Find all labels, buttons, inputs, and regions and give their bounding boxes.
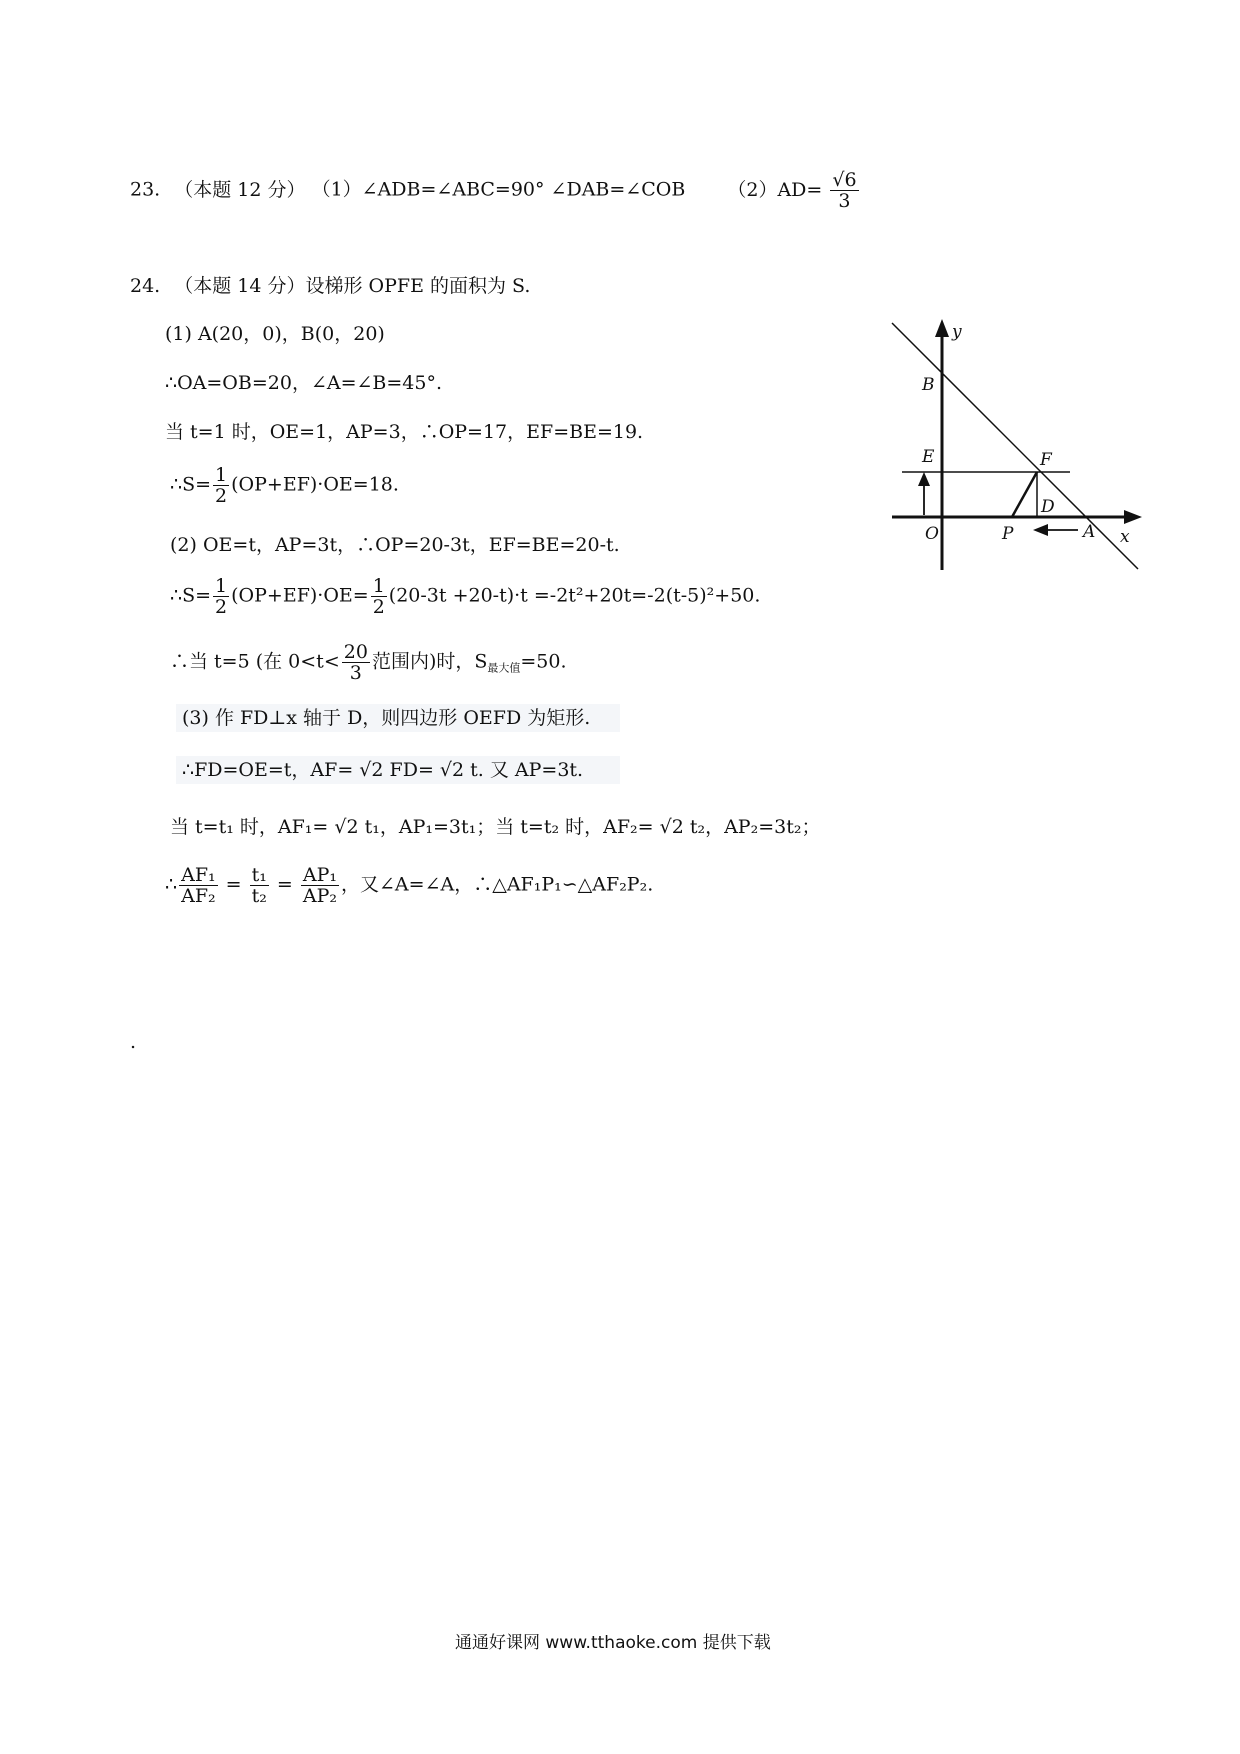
twenty-thirds-fraction <box>342 642 370 683</box>
q23-number: 23. <box>130 178 161 201</box>
q23-ad-numerator: √6 <box>832 169 857 191</box>
trapezoid-figure <box>880 315 1150 575</box>
q24-line-5: (2) OE=t，AP=3t，∴OP=20-3t，EF=BE=20-t. <box>170 534 620 556</box>
q23-score: （本题 12 分） <box>174 178 306 201</box>
af-ratio-fraction <box>179 865 218 906</box>
q24-line-11: ∴ $\frac{\text{AF₁}}{\text{AF₂}}$ = $\frac{\text{t₁}}{\text{t₂}}$ = $\frac{\text{AP₁}}{\text{AP₂}}$ ，又∠A=∠A，∴△AF₁P₁∽△AF₂P₂. <box>165 864 654 907</box>
ap-ratio-numerator: AP₁ <box>302 864 338 886</box>
twenty-thirds-denominator: 3 <box>349 662 362 684</box>
q24-line-3: 当 t=1 时，OE=1，AP=3，∴OP=17，EF=BE=19. <box>165 421 644 443</box>
q24-line-6-mid: (OP+EF)·OE= <box>231 584 369 607</box>
q23-ad-fraction <box>830 170 858 211</box>
ap-ratio-denominator: AP₂ <box>302 885 338 907</box>
line-pf <box>1012 472 1037 517</box>
half-fraction-a <box>213 576 229 617</box>
q24-line-9: ∴FD=OE=t，AF= √2 FD= √2 t. 又 AP=3t. <box>176 756 620 784</box>
q24-line-7-pre: ∴当 t=5 (在 0<t< <box>170 650 340 673</box>
q24-line-8: (3) 作 FD⊥x 轴于 D，则四边形 OEFD 为矩形. <box>176 704 620 732</box>
half-numerator-b: 1 <box>372 575 385 597</box>
af-ratio-numerator: AF₁ <box>181 864 216 886</box>
q24-line-6-pre: ∴S= <box>170 584 212 607</box>
half-denominator: 2 <box>215 485 228 507</box>
q24-line-11-post: ，又∠A=∠A，∴△AF₁P₁∽△AF₂P₂. <box>341 873 654 896</box>
label-b: B <box>922 375 935 395</box>
q23-part1: （1）∠ADB=∠ABC=90° ∠DAB=∠COB <box>311 178 686 201</box>
label-x: x <box>1120 527 1130 547</box>
half-fraction-b <box>371 576 387 617</box>
half-numerator-a: 1 <box>215 575 228 597</box>
label-e: E <box>922 447 935 467</box>
stray-dot: . <box>130 1031 137 1053</box>
page-footer: 通通好课网 www.tthaoke.com 提供下载 <box>455 1633 771 1653</box>
label-a: A <box>1083 522 1096 542</box>
q24-line-7-end: =50. <box>520 650 567 673</box>
q24-intro: （本题 14 分）设梯形 OPFE 的面积为 S. <box>174 275 531 297</box>
half-numerator: 1 <box>215 464 228 486</box>
label-p: P <box>1002 524 1014 544</box>
q24-line-7-post: 范围内)时，S <box>371 650 488 673</box>
label-f: F <box>1040 450 1052 470</box>
q24-line-11-pre: ∴ <box>165 873 178 896</box>
q24-line-4 <box>170 465 399 506</box>
q24-line-7-subscript: 最大值 <box>487 661 521 675</box>
half-fraction <box>213 465 229 506</box>
q24-line-1: (1) A(20，0)，B(0，20) <box>165 323 385 345</box>
twenty-thirds-numerator: 20 <box>343 641 368 663</box>
label-y: y <box>952 322 962 342</box>
t-ratio-denominator: t₂ <box>251 885 267 907</box>
q23-ad-denominator: 3 <box>838 190 851 212</box>
q24-line-10: 当 t=t₁ 时，AF₁= √2 t₁，AP₁=3t₁；当 t=t₂ 时，AF₂= √2 t₂，AP₂=3t₂； <box>170 816 821 838</box>
q24-line-6-post: (20-3t +20-t)·t =-2t²+20t=-2(t-5)²+50. <box>388 584 761 607</box>
label-o: O <box>925 524 939 544</box>
ap-motion-arrowhead <box>1033 524 1048 536</box>
y-axis-arrowhead <box>935 319 949 337</box>
q24-line-6 <box>170 576 760 617</box>
oe-motion-arrowhead <box>918 472 930 486</box>
ap-ratio-fraction <box>301 865 339 906</box>
q24-line-4-pre: ∴S= <box>170 473 212 496</box>
t-ratio-numerator: t₁ <box>251 864 267 886</box>
label-d: D <box>1041 497 1055 517</box>
q24-intro-line <box>130 274 530 298</box>
t-ratio-fraction <box>250 865 269 906</box>
x-axis-arrowhead <box>1124 510 1142 524</box>
q24-line-7 <box>170 642 567 683</box>
q24-line-4-post: (OP+EF)·OE=18. <box>231 473 399 496</box>
q23-line <box>130 170 861 211</box>
q24-line-2: ∴OA=OB=20，∠A=∠B=45°. <box>165 372 443 394</box>
af-ratio-denominator: AF₂ <box>181 885 216 907</box>
q24-number: 24. <box>130 275 161 297</box>
q23-part2-label: （2）AD= <box>727 178 823 201</box>
half-denominator-a: 2 <box>215 596 228 618</box>
half-denominator-b: 2 <box>372 596 385 618</box>
